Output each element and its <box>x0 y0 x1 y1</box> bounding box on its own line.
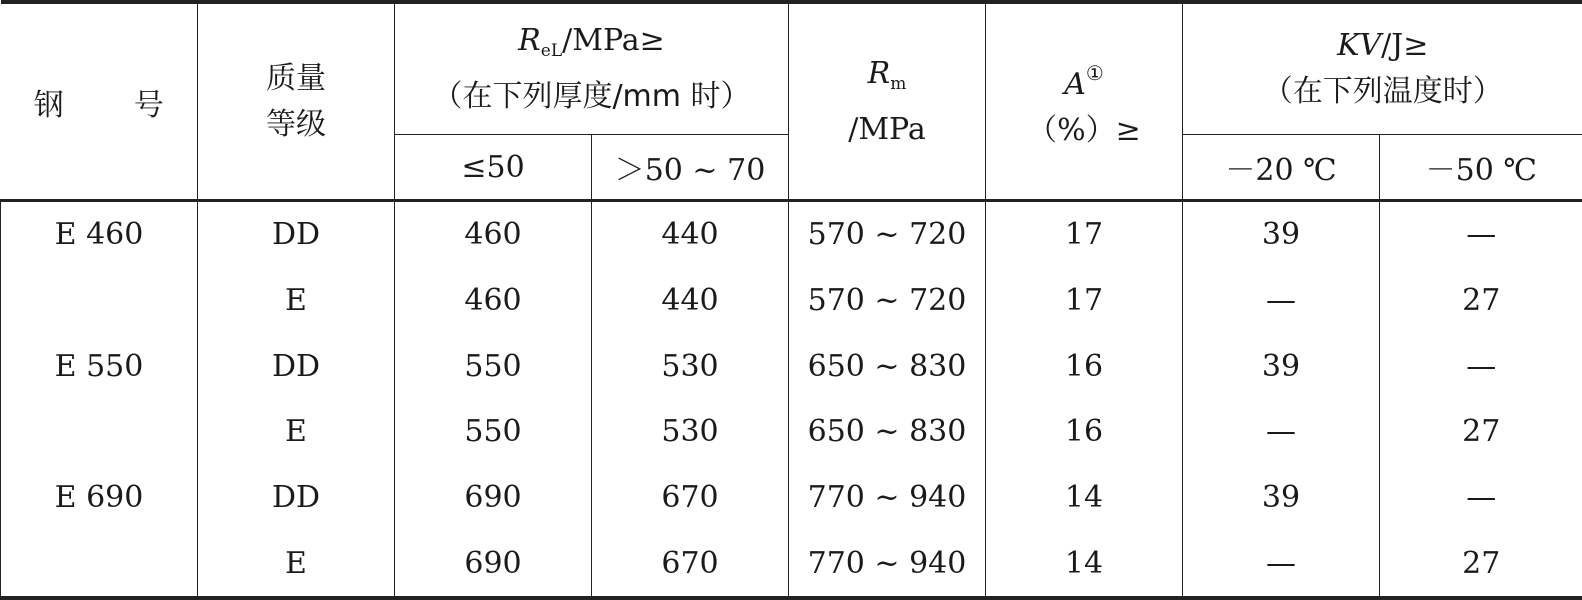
header-steel-grade: 钢 号 <box>1 2 198 201</box>
header-temp-minus50: －50 ℃ <box>1380 135 1582 201</box>
cell-a: 16 <box>986 399 1183 465</box>
cell-kv-minus20: 39 <box>1183 465 1380 531</box>
cell-kv-minus20: 39 <box>1183 201 1380 268</box>
cell-kv-minus50: — <box>1380 333 1582 399</box>
header-thickness-le50: ≤50 <box>395 135 592 201</box>
cell-rel-le50: 550 <box>395 333 592 399</box>
cell-grade <box>1 268 198 334</box>
table-row <box>1 201 1582 268</box>
cell-grade: E 550 <box>1 333 198 399</box>
cell-kv-minus20: — <box>1183 530 1380 598</box>
header-impact-energy: KV/J≥ （在下列温度时） <box>1183 2 1582 135</box>
cell-kv-minus20: — <box>1183 268 1380 334</box>
cell-kv-minus20: 39 <box>1183 333 1380 399</box>
header-tensile-strength: $R_m$ /MPa <box>789 2 986 201</box>
cell-rel-50-70: 530 <box>592 399 789 465</box>
cell-grade <box>1 399 198 465</box>
cell-rel-le50: 460 <box>395 201 592 268</box>
cell-a: 17 <box>986 201 1183 268</box>
table-row <box>1 465 1582 531</box>
cell-rm: 650 ~ 830 <box>789 333 986 399</box>
cell-kv-minus50: 27 <box>1380 399 1582 465</box>
cell-kv-minus50: 27 <box>1380 530 1582 598</box>
cell-a: 14 <box>986 465 1183 531</box>
cell-quality: E <box>198 530 395 598</box>
cell-quality: DD <box>198 201 395 268</box>
cell-grade <box>1 530 198 598</box>
cell-rel-50-70: 530 <box>592 333 789 399</box>
cell-kv-minus50: — <box>1380 465 1582 531</box>
table-row <box>1 268 1582 334</box>
cell-rm: 770 ~ 940 <box>789 530 986 598</box>
cell-rel-50-70: 670 <box>592 530 789 598</box>
cell-rel-le50: 690 <box>395 465 592 531</box>
cell-rel-50-70: 670 <box>592 465 789 531</box>
cell-rel-le50: 550 <box>395 399 592 465</box>
cell-kv-minus50: 27 <box>1380 268 1582 334</box>
cell-rm: 570 ~ 720 <box>789 201 986 268</box>
cell-grade: E 460 <box>1 201 198 268</box>
table-row <box>1 333 1582 399</box>
header-thickness-50-70: ＞50 ~ 70 <box>592 135 789 201</box>
cell-a: 17 <box>986 268 1183 334</box>
cell-quality: E <box>198 268 395 334</box>
table-row <box>1 530 1582 598</box>
cell-kv-minus20: — <box>1183 399 1380 465</box>
cell-a: 14 <box>986 530 1183 598</box>
cell-kv-minus50: — <box>1380 201 1582 268</box>
header-row-top <box>1 2 1582 135</box>
table-row <box>1 399 1582 465</box>
cell-quality: DD <box>198 333 395 399</box>
header-elongation: A① （%）≥ <box>986 2 1183 201</box>
cell-rm: 770 ~ 940 <box>789 465 986 531</box>
cell-rm: 650 ~ 830 <box>789 399 986 465</box>
cell-rel-50-70: 440 <box>592 201 789 268</box>
cell-rel-50-70: 440 <box>592 268 789 334</box>
header-quality-grade: 质量 等级 <box>198 2 395 201</box>
cell-quality: E <box>198 399 395 465</box>
header-yield-strength: $R_{eL}/MPa\ge$ （在下列厚度/mm 时） <box>395 2 789 135</box>
cell-rel-le50: 690 <box>395 530 592 598</box>
cell-rel-le50: 460 <box>395 268 592 334</box>
cell-rm: 570 ~ 720 <box>789 268 986 334</box>
header-temp-minus20: －20 ℃ <box>1183 135 1380 201</box>
cell-a: 16 <box>986 333 1183 399</box>
cell-grade: E 690 <box>1 465 198 531</box>
cell-quality: DD <box>198 465 395 531</box>
